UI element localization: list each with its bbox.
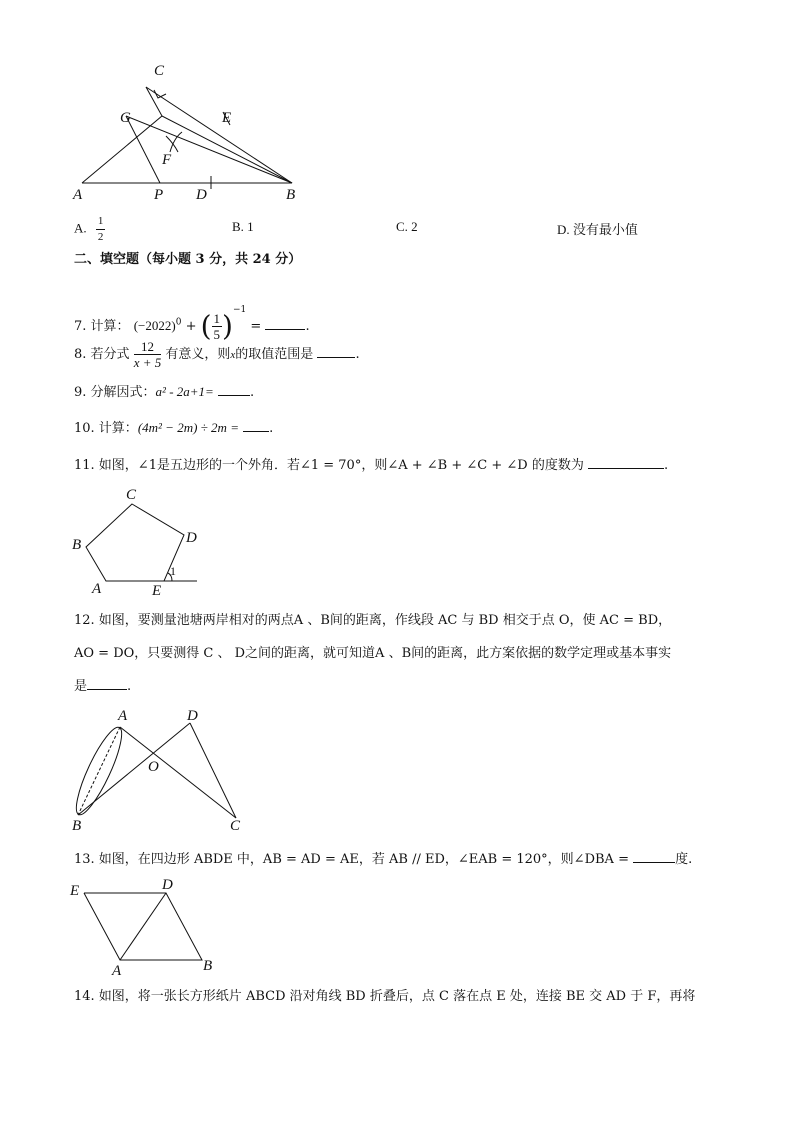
label-b: B: [72, 537, 82, 553]
triangle-figure-q6: [70, 60, 330, 210]
label-b: B: [72, 818, 82, 834]
q8-var: x: [230, 349, 236, 361]
q8-tail: 的取值范围是: [235, 347, 314, 362]
label-a: A: [112, 963, 122, 979]
label-d: D: [162, 877, 173, 893]
answer-blank[interactable]: [218, 383, 250, 396]
choice-a: [74, 214, 105, 245]
question-13: [74, 850, 692, 869]
pond-figure-q12: [68, 705, 258, 835]
choice-d: D. 没有最小值: [557, 222, 638, 237]
q8-fraction: [134, 339, 162, 370]
question-9: 9. 分解因式：a² - 2a+1= .: [74, 384, 255, 400]
label-c: C: [126, 487, 137, 503]
frac-den: 5: [213, 327, 221, 342]
choice-b: B. 1: [232, 219, 254, 234]
answer-blank[interactable]: [317, 345, 355, 358]
quadrilateral-figure-q13: [70, 875, 230, 979]
choice-a-fraction: [96, 214, 106, 245]
answer-blank[interactable]: [588, 456, 664, 469]
q7-eq: =: [250, 319, 262, 334]
label-a: A: [118, 708, 128, 724]
q11-text: 11. 如图，∠1是五边形的一个外角．若∠1 = 70°，则∠A + ∠B + ∠C + ∠D 的度数为: [74, 458, 584, 473]
label-1: 1: [170, 564, 176, 578]
pentagon-figure-q11: [72, 487, 212, 597]
q8-text: 有意义，则: [165, 347, 231, 362]
label-d: D: [187, 708, 198, 724]
label-e: E: [222, 110, 232, 126]
label-a: A: [92, 581, 102, 597]
label-g: G: [120, 110, 131, 126]
label-e: E: [152, 583, 162, 599]
question-10: [74, 419, 273, 438]
question-11: [74, 456, 668, 475]
label-b: B: [203, 958, 213, 974]
q11-end: .: [663, 458, 669, 473]
q7-plus: +: [185, 319, 197, 334]
frac-num: 1: [96, 214, 106, 230]
choice-c: C. 2: [396, 219, 418, 234]
q13-unit: 度.: [675, 852, 693, 867]
question-14: 14. 如图，将一张长方形纸片 ABCD 沿对角线 BD 折叠后，点 C 落在点 E 处，连接 BE 交 AD 于 F，再将: [74, 989, 696, 1004]
question-12-line-3: [74, 677, 131, 696]
label-a: A: [73, 187, 83, 203]
frac-den: 2: [97, 231, 104, 243]
q8-label: 8. 若分式: [74, 347, 130, 362]
label-p: P: [154, 187, 164, 203]
q10-expr: (4m² − 2m) ÷ 2m =: [137, 420, 239, 435]
answer-blank[interactable]: [87, 677, 127, 690]
label-d: D: [196, 187, 207, 203]
question-12-line-2: AO = DO，只要测得 C 、 D之间的距离，就可知道A 、B间的距离，此方案依据的数学定理或基本事实: [74, 646, 672, 661]
section-2-heading: 二、填空题（每小题 3 分，共 24 分）: [74, 252, 302, 267]
question-12-line-1: 12. 如图，要测量池塘两岸相对的两点A 、B间的距离，作线段 AC 与 BD 相交于点 O，使 AC = BD，: [74, 613, 672, 628]
q12-line3-text: 是: [74, 679, 88, 694]
q10-label: 10. 计算：: [74, 421, 138, 436]
q7-label: 7. 计算：: [74, 319, 130, 334]
frac-den: x + 5: [133, 355, 162, 370]
answer-blank[interactable]: [633, 850, 675, 863]
label-f: F: [162, 152, 172, 168]
q12-end: .: [127, 679, 132, 694]
q7-base: (−2022): [133, 318, 176, 333]
q13-text: 13. 如图，在四边形 ABDE 中，AB = AD = AE，若 AB // ED，∠EAB = 120°，则∠DBA =: [74, 852, 629, 867]
question-7: 7. 计算： $(-2022)^0$ + ( $\frac{1}{5}$ )$^{-1}$ = .: [74, 305, 310, 343]
q7-exp1: −1: [232, 305, 247, 315]
label-o: O: [148, 759, 159, 775]
answer-blank[interactable]: [265, 317, 305, 330]
label-d: D: [186, 530, 197, 546]
q10-end: .: [269, 421, 274, 436]
frac-num: 1: [213, 311, 221, 326]
answer-blank[interactable]: [243, 419, 269, 432]
label-b: B: [286, 187, 296, 203]
label-e: E: [70, 883, 80, 899]
q7-exp0: 0: [175, 317, 182, 328]
choice-a-label: A.: [74, 220, 87, 236]
question-8: 8. 若分式 $\frac{12}{x + 5}$ 有意义，则x的取值范围是 .: [74, 339, 360, 370]
label-c: C: [154, 63, 165, 79]
frac-num: 12: [134, 339, 162, 355]
q9-text: 9. 分解因式：: [74, 385, 156, 400]
q9-expr: a² - 2a+1=: [155, 384, 214, 399]
label-c: C: [230, 818, 241, 834]
